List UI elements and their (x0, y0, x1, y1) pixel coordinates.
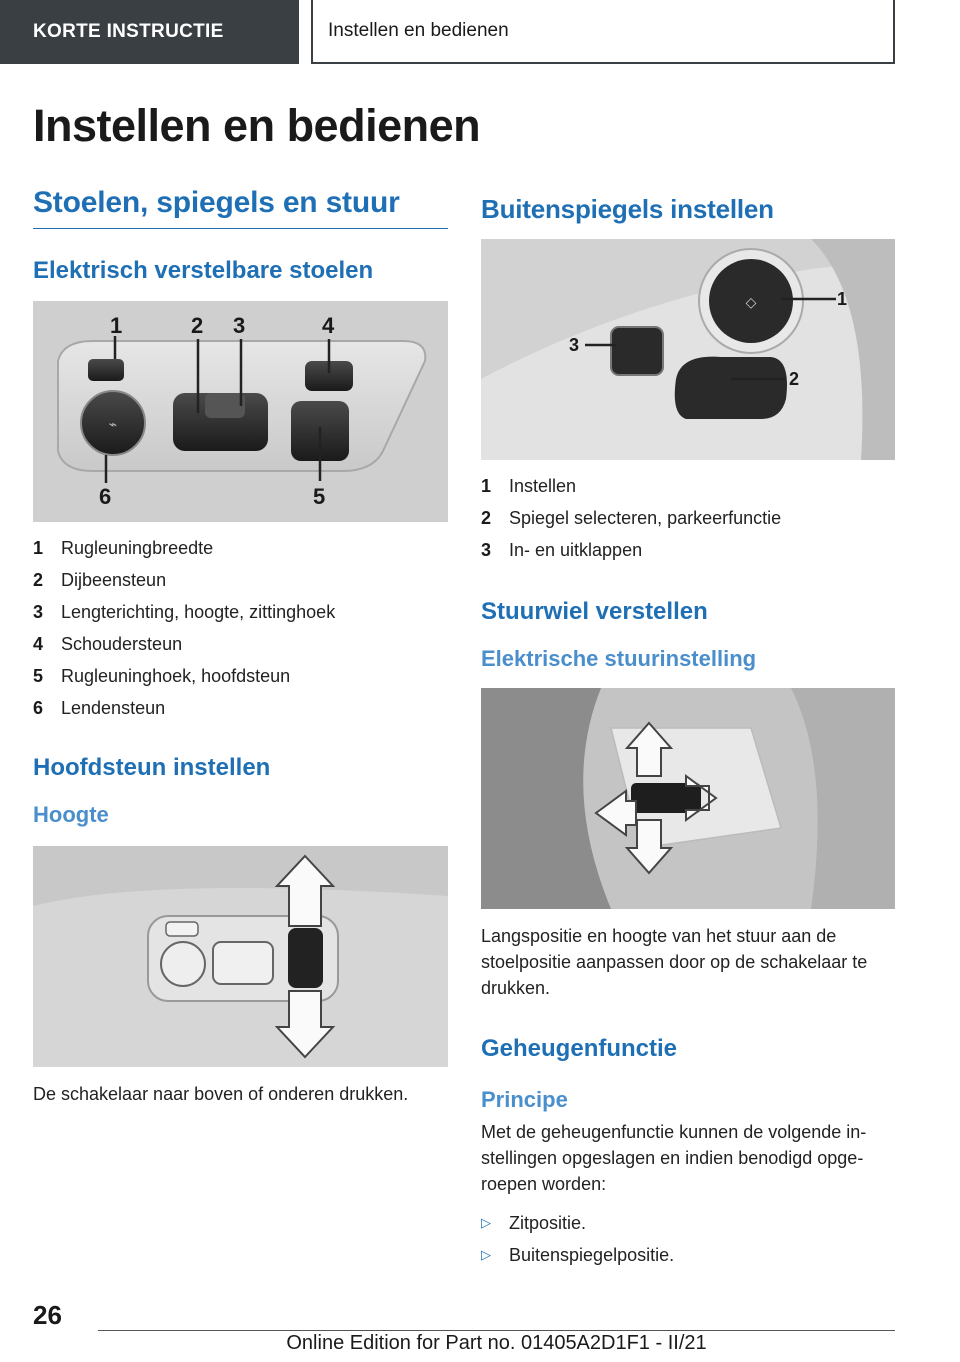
list-item: ▷ Buitenspiegelpositie. (481, 1239, 895, 1271)
seat-callout-5: 5 (313, 484, 326, 509)
steering-illustration (481, 688, 895, 909)
mirror-controls-illustration (481, 239, 895, 460)
footer-divider (98, 1330, 895, 1331)
right-column (481, 186, 895, 1271)
list-item: ▷ Zitpositie. (481, 1207, 895, 1239)
headrest-subheading: Hoogte (33, 802, 109, 827)
headrest-figure (33, 846, 448, 1067)
seats-heading: Elektrisch verstelbare stoelen (33, 257, 374, 284)
mirror-legend (481, 470, 895, 566)
triangle-right-icon: ▷ (481, 1247, 491, 1262)
seat-controls-illustration (33, 301, 448, 522)
headrest-heading: Hoofdsteun instellen (33, 754, 271, 781)
seat-callout-1: 1 (110, 313, 123, 338)
mirror-controls-figure (481, 239, 895, 460)
headrest-text: De schakelaar naar boven of onderen drukken. (33, 1084, 409, 1104)
steering-heading: Stuurwiel verstellen (481, 598, 708, 625)
seat-callout-6: 6 (99, 484, 112, 509)
memory-subheading: Principe (481, 1087, 568, 1112)
list-item: 2 Spiegel selecteren, parkeerfunctie (481, 508, 782, 528)
memory-text: Met de geheugenfunctie kunnen de volgende in-stellingen opgeslagen en indien benodigd opge-roepen worden: (481, 1122, 867, 1194)
triangle-right-icon: ▷ (481, 1215, 491, 1230)
mirror-callout-2: 2 (789, 369, 800, 389)
list-item: 3 In- en uitklappen (481, 540, 643, 560)
chapter-tab: KORTE INSTRUCTIE (0, 0, 299, 64)
page-number: 26 (33, 1300, 62, 1330)
list-item: 3 Lengterichting, hoogte, zittinghoek (33, 602, 336, 622)
seat-controls-figure (33, 301, 448, 522)
list-item: 1 Rugleuningbreedte (33, 538, 214, 558)
steering-figure (481, 688, 895, 909)
section-tab: Instellen en bedienen (311, 0, 895, 64)
page-title: Instellen en bedienen (33, 100, 481, 151)
seat-callout-2: 2 (191, 313, 204, 338)
page-header (0, 0, 960, 66)
steering-text: Langspositie en hoogte van het stuur aan de stoelpositie aanpassen door op de schakelaar te drukken. (481, 926, 868, 998)
left-column (33, 186, 448, 1107)
svg-text:◇: ◇ (745, 294, 757, 310)
svg-text:⌁: ⌁ (108, 416, 118, 432)
seat-legend (33, 532, 448, 724)
headrest-illustration (33, 846, 448, 1067)
list-item: 2 Dijbeensteun (33, 570, 167, 590)
section-title-seats-mirrors-wheel: Stoelen, spiegels en stuur (33, 186, 448, 229)
steering-subheading: Elektrische stuurinstelling (481, 646, 757, 671)
footer-edition-text: Online Edition for Part no. 01405A2D1F1 - II/21 (286, 1332, 707, 1354)
mirror-callout-3: 3 (569, 335, 580, 355)
seat-callout-4: 4 (322, 313, 335, 338)
list-item: 4 Schoudersteun (33, 634, 183, 654)
list-item: 6 Lendensteun (33, 698, 166, 718)
memory-bullets (481, 1207, 895, 1271)
seat-callout-3: 3 (233, 313, 246, 338)
mirrors-heading: Buitenspiegels instellen (481, 194, 774, 224)
list-item: 5 Rugleuninghoek, hoofdsteun (33, 666, 291, 686)
list-item: 1 Instellen (481, 476, 577, 496)
memory-heading: Geheugenfunctie (481, 1035, 678, 1062)
mirror-callout-1: 1 (837, 289, 848, 309)
